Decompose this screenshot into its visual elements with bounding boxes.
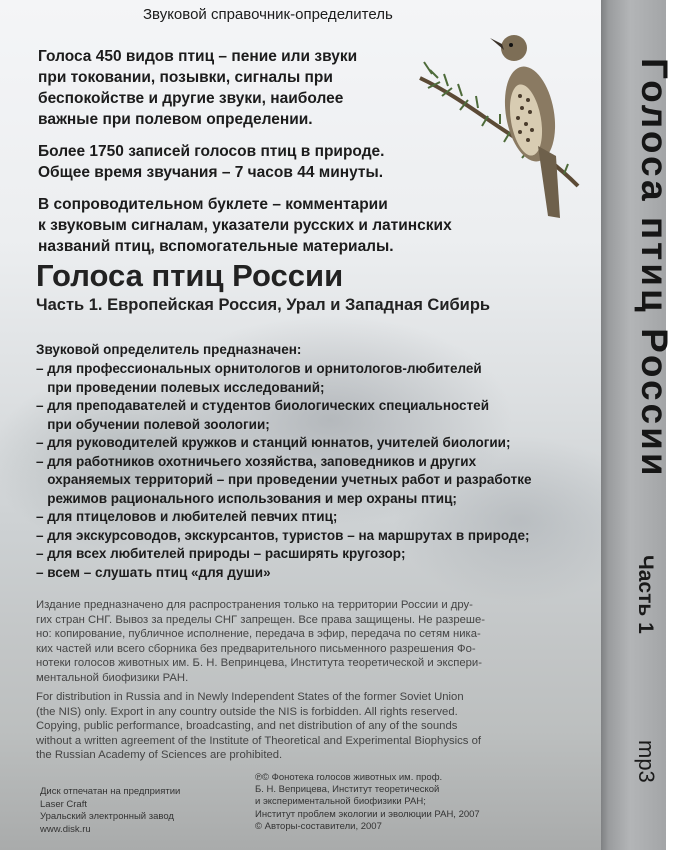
- list-item: – всем – слушать птиц «для души»: [36, 564, 271, 580]
- main-title: Голоса птиц России: [36, 258, 344, 293]
- list-item: – для птицеловов и любителей певчих птиц;: [36, 509, 338, 524]
- header-label: Звуковой справочник-определитель: [143, 6, 393, 23]
- list-item: при обучении полевой зоологии;: [36, 416, 270, 432]
- list-item: при проведении полевых исследований;: [36, 379, 325, 395]
- spine-title: Голоса птиц России: [634, 58, 675, 479]
- list-item: охраняемых территорий – при проведении учетных работ и разработке: [36, 472, 532, 487]
- list-item: – для преподавателей и студентов биологических специальностей: [36, 398, 489, 413]
- purpose-list: [36, 360, 532, 582]
- printer-info: Диск отпечатан на предприятии Laser Craft Уральский электронный завод www.disk.ru: [40, 786, 181, 835]
- legal-notice-russian: Издание предназначено для распространения только на территории России и дру- гих стран СНГ. Вывоз за пределы СНГ запрещен. Все права защищены. Не разреше- но: копирование, публичное исполнение, передача в эфир, передача по сетям ника- ких частей или всего сборника без предварительного письменного разрешения Фо- нотеки голосов животных им. Б. Н. Вепринцева, Института теоретической и экспери- ментальной биофизики РАН.: [36, 599, 485, 684]
- intro-paragraph-species: Голоса 450 видов птиц – пение или звуки при токовании, позывки, сигналы при беспокойстве и другие звуки, наиболее важные при полевом определении.: [38, 48, 358, 128]
- intro-paragraph-recordings: Более 1750 записей голосов птиц в природе. Общее время звучания – 7 часов 44 минуты.: [38, 143, 385, 181]
- spine-part: Часть 1: [634, 555, 657, 634]
- list-item: – для работников охотничьего хозяйства, заповедников и других: [36, 453, 477, 469]
- subtitle: Часть 1. Европейская Россия, Урал и Западная Сибирь: [36, 296, 491, 314]
- list-item: – для руководителей кружков и станций юннатов, учителей биологии;: [36, 435, 511, 450]
- list-item: – для профессиональных орнитологов и орнитологов-любителей: [36, 361, 482, 376]
- list-item: – для экскурсоводов, экскурсантов, туристов – на маршрутах в природе;: [36, 527, 530, 543]
- copyright-info: ℗© Фонотека голосов животных им. проф. Б. Н. Веприцева, Институт теоретической и экспериментальной биофизики РАН; Институт проблем экологии и эволюции РАН, 2007 © Авторы-составители, 2007: [255, 772, 480, 832]
- spine-format: mp3: [634, 740, 659, 783]
- intro-text: [38, 46, 458, 268]
- list-item: – для всех любителей природы – расширять кругозор;: [36, 546, 406, 561]
- purpose-heading: Звуковой определитель предназначен:: [36, 342, 302, 357]
- intro-paragraph-booklet: В сопроводительном буклете – комментарии к звуковым сигналам, указатели русских и латинских названий птиц, вспомогательные материалы.: [38, 196, 452, 255]
- legal-notice-english: For distribution in Russia and in Newly Independent States of the former Soviet Union (the NIS) only. Export in any country outside the NIS is forbidden. All rights reserved. Copying, public performance, broadcasting, and net distribution of any of the sounds without a written agreement of the Institute of Theoretical and Experimental Biophysics of the Russian Academy of Sciences are prohibited.: [36, 691, 482, 761]
- list-item: режимов рационального использования и мер охраны птиц;: [36, 490, 457, 506]
